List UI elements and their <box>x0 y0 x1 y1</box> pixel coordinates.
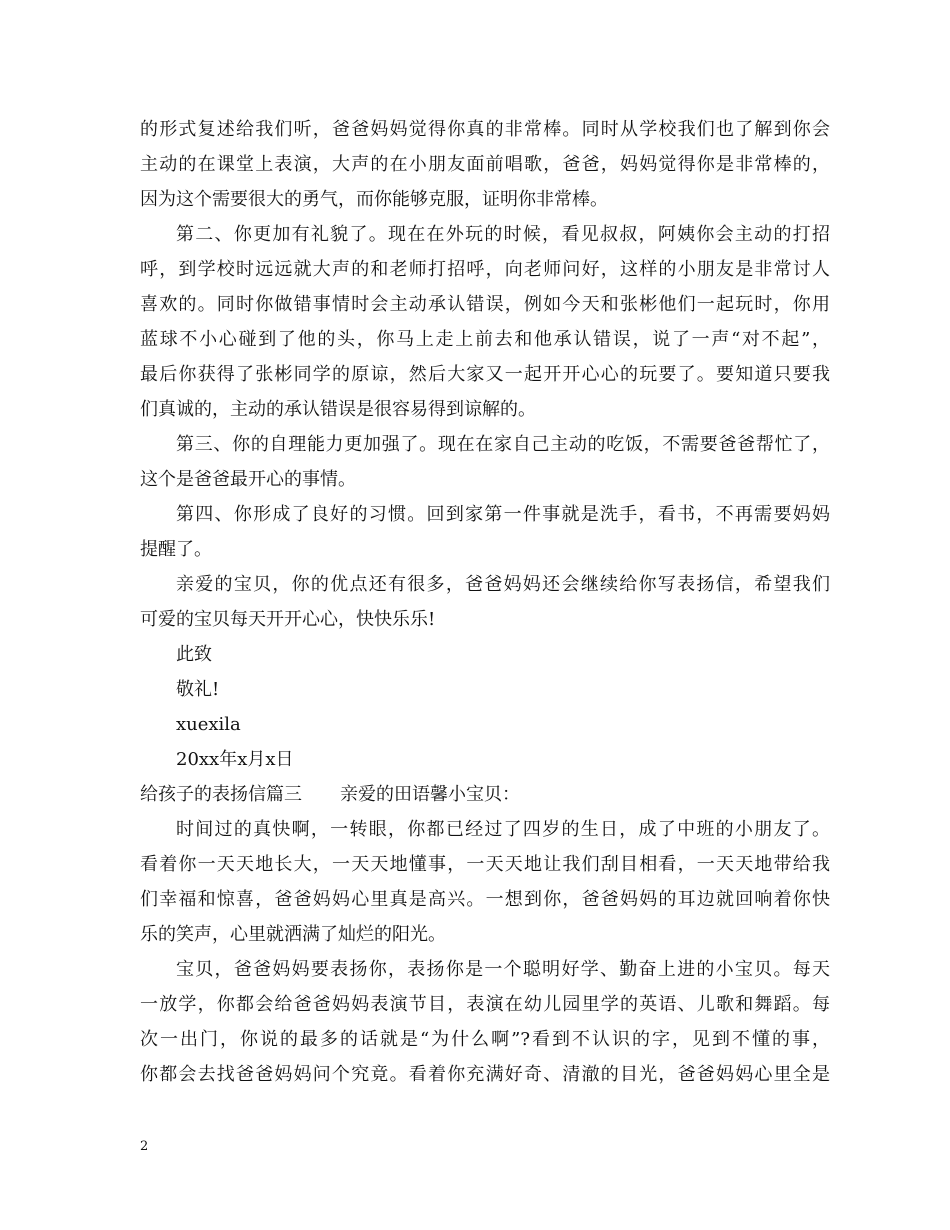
paragraph-line: 们真诚的，主动的承认错误是很容易得到谅解的。 <box>140 399 536 420</box>
paragraph-line: 乐的笑声，心里就洒满了灿烂的阳光。 <box>140 924 446 945</box>
section-heading <box>140 783 830 807</box>
page-number: 2 <box>140 1139 149 1154</box>
paragraph-line: 第四、你形成了良好的习惯。回到家第一件事就是洗手，看书，不再需要妈妈 <box>176 504 830 525</box>
paragraph-line: 蓝球不小心碰到了他的头，你马上走上前去和他承认错误，说了一声“对不起”， <box>140 329 830 350</box>
paragraph-line: 一放学，你都会给爸爸妈妈表演节目，表演在幼儿园里学的英语、儿歌和舞蹈。每 <box>140 994 830 1015</box>
paragraph-line: 因为这个需要很大的勇气，而你能够克服，证明你非常棒。 <box>140 189 608 210</box>
paragraph-line: 们幸福和惊喜，爸爸妈妈心里真是高兴。一想到你，爸爸妈妈的耳边就回响着你快 <box>140 889 830 910</box>
paragraph-line: 主动的在课堂上表演，大声的在小朋友面前唱歌，爸爸，妈妈觉得你是非常棒的， <box>140 154 830 175</box>
paragraph-line: 提醒了。 <box>140 539 212 560</box>
paragraph-line: 次一出门，你说的最多的话就是“为什么啊”?看到不认识的字，见到不懂的事， <box>140 1029 830 1050</box>
paragraph-line: 第三、你的自理能力更加强了。现在在家自己主动的吃饭，不需要爸爸帮忙了， <box>176 434 830 455</box>
paragraph-line: 你都会去找爸爸妈妈问个究竟。看着你充满好奇、清澈的目光，爸爸妈妈心里全是 <box>140 1064 830 1085</box>
paragraph-line: 看着你一天天地长大，一天天地懂事，一天天地让我们刮目相看，一天天地带给我 <box>140 854 830 875</box>
closing-line: 此致 <box>176 644 212 665</box>
paragraph-line: 宝贝，爸爸妈妈要表扬你，表扬你是一个聪明好学、勤奋上进的小宝贝。每天 <box>176 959 830 980</box>
paragraph-line: 的形式复述给我们听，爸爸妈妈觉得你真的非常棒。同时从学校我们也了解到你会 <box>140 119 830 140</box>
paragraph-line: 这个是爸爸最开心的事情。 <box>140 469 356 490</box>
date: 20xx年x月x日 <box>176 749 294 770</box>
paragraph-line: 最后你获得了张彬同学的原谅，然后大家又一起开开心心的玩要了。要知道只要我 <box>140 364 830 385</box>
paragraph-line: 喜欢的。同时你做错事情时会主动承认错误，例如今天和张彬他们一起玩时，你用 <box>140 294 830 315</box>
closing-line: 敬礼! <box>176 679 220 700</box>
paragraph-line: 第二、你更加有礼貌了。现在在外玩的时候，看见叔叔，阿姨你会主动的打招 <box>176 224 830 245</box>
salutation: 亲爱的田语馨小宝贝： <box>340 784 520 805</box>
paragraph-line: 可爱的宝贝每天开开心心，快快乐乐! <box>140 609 436 630</box>
paragraph-line: 亲爱的宝贝，你的优点还有很多，爸爸妈妈还会继续给你写表扬信，希望我们 <box>176 574 830 595</box>
section-title: 给孩子的表扬信篇三 <box>140 784 302 805</box>
paragraph-line: 呼，到学校时远远就大声的和老师打招呼，向老师问好，这样的小朋友是非常讨人 <box>140 259 830 280</box>
paragraph-line: 时间过的真快啊，一转眼，你都已经过了四岁的生日，成了中班的小朋友了。 <box>176 819 830 840</box>
signature: xuexila <box>176 714 241 735</box>
